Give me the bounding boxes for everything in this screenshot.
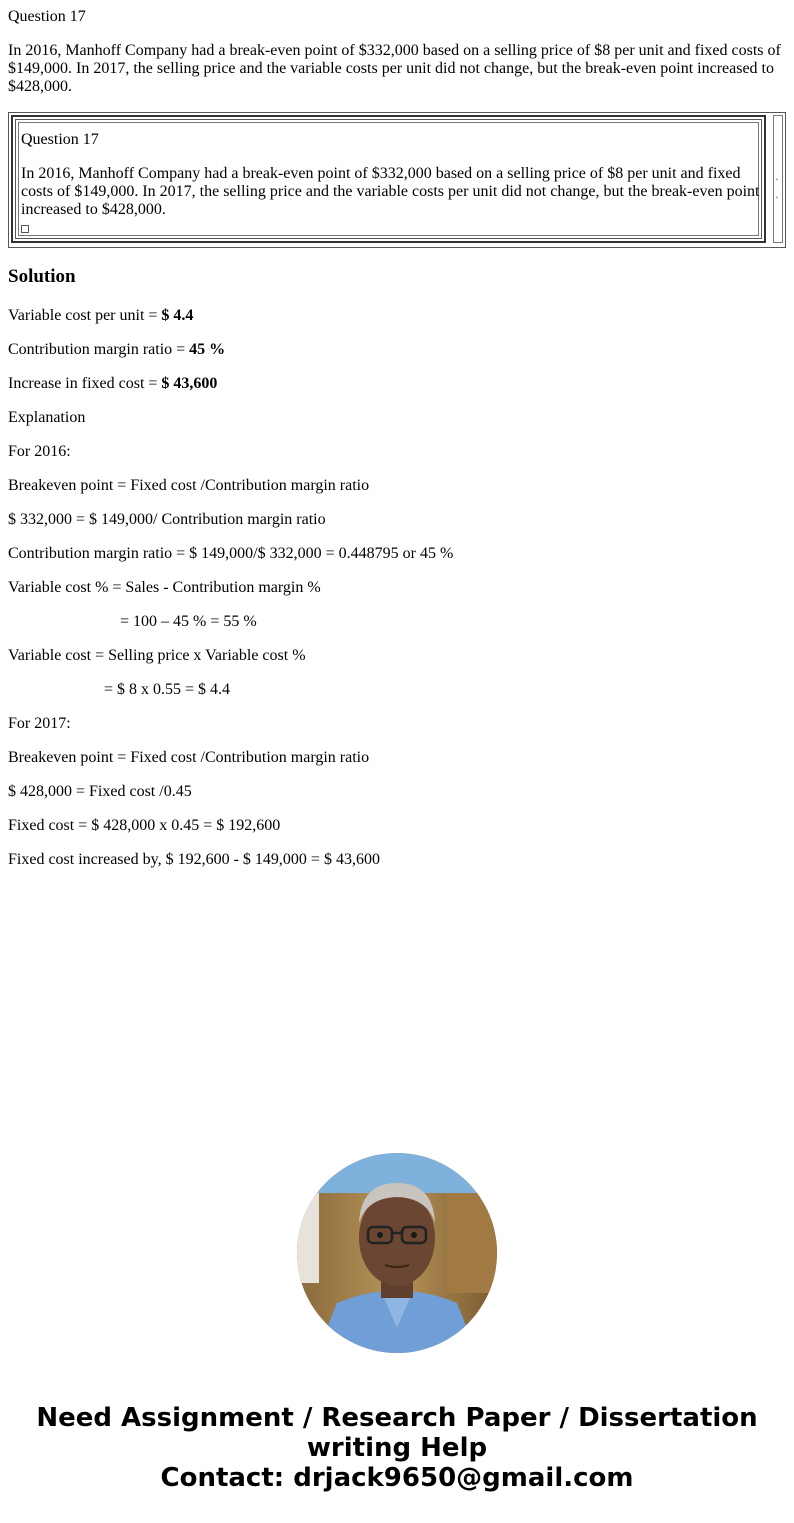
broken-image-icon <box>21 225 29 233</box>
year-2017-label: For 2017: <box>8 715 71 732</box>
answer-variable-cost: Variable cost per unit = $ 4.4 <box>8 307 194 324</box>
question-box-side-cell <box>773 115 783 243</box>
explanation-line: = 100 – 45 % = 55 % <box>120 613 257 630</box>
explanation-line: Variable cost % = Sales - Contribution margin % <box>8 579 321 596</box>
explanation-line: Fixed cost increased by, $ 192,600 - $ 149,000 = $ 43,600 <box>8 851 380 868</box>
answer-cm-ratio: Contribution margin ratio = 45 % <box>8 341 226 358</box>
banner-line-2: writing Help <box>306 1433 488 1463</box>
question-box-frame <box>11 115 766 243</box>
side-mark: ` ` <box>775 176 779 208</box>
banner-contact-line: Contact: drjack9650@gmail.com <box>160 1463 634 1493</box>
question-box-title: Question 17 <box>21 131 99 148</box>
question-text: In 2016, Manhoff Company had a break-even point of $332,000 based on a selling price of $8 per unit and fixed costs of $149,000. In 2017, the selling price and the variable costs per unit did not change, but the break-even point increased to $428,000. <box>8 42 781 95</box>
question-box-text: In 2016, Manhoff Company had a break-even point of $332,000 based on a selling price of $8 per unit and fixed costs of $149,000. In 2017, the selling price and the variable costs per unit did not change, but the break-even point increased to $428,000. <box>21 165 760 218</box>
contact-banner <box>0 1403 794 1493</box>
explanation-line: Fixed cost = $ 428,000 x 0.45 = $ 192,600 <box>8 817 281 834</box>
explanation-line: Variable cost = Selling price x Variable cost % <box>8 647 306 664</box>
explanation-line: $ 332,000 = $ 149,000/ Contribution margin ratio <box>8 511 326 528</box>
author-photo <box>297 1153 497 1353</box>
explanation-line: Breakeven point = Fixed cost /Contribution margin ratio <box>8 477 370 494</box>
answer-fixed-cost-increase: Increase in fixed cost = $ 43,600 <box>8 375 218 392</box>
explanation-label: Explanation <box>8 409 86 426</box>
year-2016-label: For 2016: <box>8 443 71 460</box>
explanation-line: Contribution margin ratio = $ 149,000/$ 332,000 = 0.448795 or 45 % <box>8 545 454 562</box>
explanation-line: = $ 8 x 0.55 = $ 4.4 <box>104 681 231 698</box>
question-title: Question 17 <box>8 8 86 25</box>
question-box <box>8 112 786 248</box>
solution-heading: Solution <box>8 266 76 287</box>
author-avatar <box>297 1153 497 1353</box>
banner-line-1: Need Assignment / Research Paper / Dissertation <box>36 1403 758 1433</box>
explanation-line: Breakeven point = Fixed cost /Contribution margin ratio <box>8 749 370 766</box>
explanation-line: $ 428,000 = Fixed cost /0.45 <box>8 783 192 800</box>
